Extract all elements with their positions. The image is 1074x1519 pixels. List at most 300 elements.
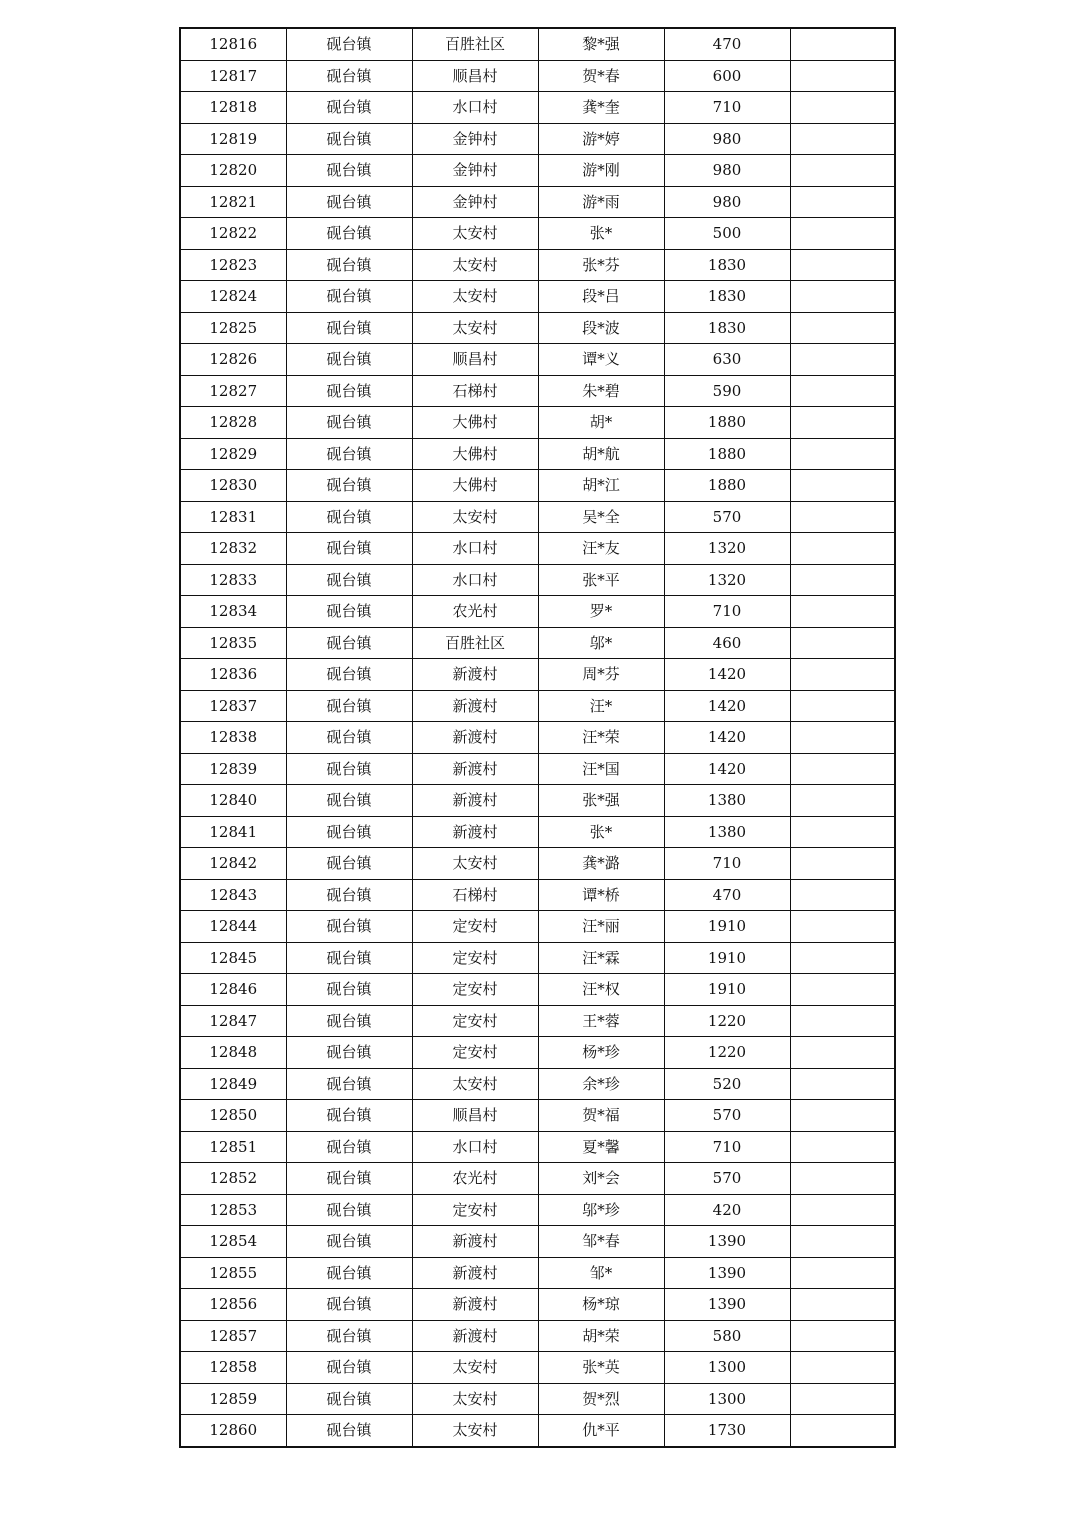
serial-number-cell: 12822 bbox=[180, 218, 286, 250]
serial-number-cell: 12823 bbox=[180, 249, 286, 281]
amount-cell: 1220 bbox=[664, 1037, 790, 1069]
serial-number-cell: 12824 bbox=[180, 281, 286, 313]
remark-cell bbox=[790, 816, 895, 848]
remark-cell bbox=[790, 218, 895, 250]
town-cell: 砚台镇 bbox=[286, 1383, 412, 1415]
person-name-cell: 罗* bbox=[538, 596, 664, 628]
amount-cell: 1390 bbox=[664, 1257, 790, 1289]
town-cell: 砚台镇 bbox=[286, 155, 412, 187]
table-row bbox=[180, 974, 895, 1006]
table-row bbox=[180, 911, 895, 943]
town-cell: 砚台镇 bbox=[286, 438, 412, 470]
village-cell: 新渡村 bbox=[412, 1289, 538, 1321]
village-cell: 大佛村 bbox=[412, 470, 538, 502]
remark-cell bbox=[790, 596, 895, 628]
amount-cell: 460 bbox=[664, 627, 790, 659]
person-name-cell: 汪*国 bbox=[538, 753, 664, 785]
remark-cell bbox=[790, 690, 895, 722]
amount-cell: 1910 bbox=[664, 942, 790, 974]
table-row bbox=[180, 785, 895, 817]
roster-table bbox=[179, 27, 896, 1448]
serial-number-cell: 12849 bbox=[180, 1068, 286, 1100]
remark-cell bbox=[790, 627, 895, 659]
village-cell: 太安村 bbox=[412, 501, 538, 533]
person-name-cell: 张* bbox=[538, 218, 664, 250]
serial-number-cell: 12857 bbox=[180, 1320, 286, 1352]
serial-number-cell: 12837 bbox=[180, 690, 286, 722]
village-cell: 太安村 bbox=[412, 1383, 538, 1415]
remark-cell bbox=[790, 1163, 895, 1195]
village-cell: 水口村 bbox=[412, 92, 538, 124]
person-name-cell: 邬*珍 bbox=[538, 1194, 664, 1226]
amount-cell: 630 bbox=[664, 344, 790, 376]
town-cell: 砚台镇 bbox=[286, 659, 412, 691]
table-row bbox=[180, 942, 895, 974]
serial-number-cell: 12833 bbox=[180, 564, 286, 596]
serial-number-cell: 12856 bbox=[180, 1289, 286, 1321]
village-cell: 太安村 bbox=[412, 848, 538, 880]
table-row bbox=[180, 1100, 895, 1132]
amount-cell: 1220 bbox=[664, 1005, 790, 1037]
person-name-cell: 邬* bbox=[538, 627, 664, 659]
table-row bbox=[180, 816, 895, 848]
amount-cell: 1320 bbox=[664, 564, 790, 596]
serial-number-cell: 12839 bbox=[180, 753, 286, 785]
remark-cell bbox=[790, 1131, 895, 1163]
remark-cell bbox=[790, 659, 895, 691]
serial-number-cell: 12830 bbox=[180, 470, 286, 502]
village-cell: 新渡村 bbox=[412, 816, 538, 848]
remark-cell bbox=[790, 470, 895, 502]
town-cell: 砚台镇 bbox=[286, 848, 412, 880]
table-row bbox=[180, 60, 895, 92]
person-name-cell: 贺*福 bbox=[538, 1100, 664, 1132]
table-row bbox=[180, 659, 895, 691]
village-cell: 定安村 bbox=[412, 1005, 538, 1037]
serial-number-cell: 12838 bbox=[180, 722, 286, 754]
village-cell: 水口村 bbox=[412, 533, 538, 565]
village-cell: 太安村 bbox=[412, 218, 538, 250]
person-name-cell: 张*芬 bbox=[538, 249, 664, 281]
remark-cell bbox=[790, 564, 895, 596]
person-name-cell: 龚*潞 bbox=[538, 848, 664, 880]
person-name-cell: 吴*全 bbox=[538, 501, 664, 533]
table-row bbox=[180, 1068, 895, 1100]
person-name-cell: 朱*碧 bbox=[538, 375, 664, 407]
table-row bbox=[180, 1194, 895, 1226]
amount-cell: 710 bbox=[664, 848, 790, 880]
village-cell: 太安村 bbox=[412, 1068, 538, 1100]
remark-cell bbox=[790, 186, 895, 218]
amount-cell: 1320 bbox=[664, 533, 790, 565]
table-row bbox=[180, 1383, 895, 1415]
table-row bbox=[180, 848, 895, 880]
village-cell: 顺昌村 bbox=[412, 1100, 538, 1132]
remark-cell bbox=[790, 1320, 895, 1352]
amount-cell: 500 bbox=[664, 218, 790, 250]
amount-cell: 1910 bbox=[664, 974, 790, 1006]
table-row bbox=[180, 249, 895, 281]
town-cell: 砚台镇 bbox=[286, 1320, 412, 1352]
serial-number-cell: 12854 bbox=[180, 1226, 286, 1258]
person-name-cell: 汪*霖 bbox=[538, 942, 664, 974]
town-cell: 砚台镇 bbox=[286, 186, 412, 218]
amount-cell: 1880 bbox=[664, 407, 790, 439]
person-name-cell: 段*波 bbox=[538, 312, 664, 344]
amount-cell: 570 bbox=[664, 1163, 790, 1195]
amount-cell: 1300 bbox=[664, 1352, 790, 1384]
serial-number-cell: 12820 bbox=[180, 155, 286, 187]
village-cell: 新渡村 bbox=[412, 690, 538, 722]
remark-cell bbox=[790, 753, 895, 785]
table-row bbox=[180, 344, 895, 376]
table-row bbox=[180, 1163, 895, 1195]
person-name-cell: 王*蓉 bbox=[538, 1005, 664, 1037]
amount-cell: 1880 bbox=[664, 470, 790, 502]
town-cell: 砚台镇 bbox=[286, 1037, 412, 1069]
village-cell: 太安村 bbox=[412, 1415, 538, 1447]
town-cell: 砚台镇 bbox=[286, 564, 412, 596]
village-cell: 新渡村 bbox=[412, 1226, 538, 1258]
remark-cell bbox=[790, 785, 895, 817]
person-name-cell: 游*雨 bbox=[538, 186, 664, 218]
serial-number-cell: 12825 bbox=[180, 312, 286, 344]
person-name-cell: 邹* bbox=[538, 1257, 664, 1289]
table-row bbox=[180, 879, 895, 911]
table-row bbox=[180, 123, 895, 155]
remark-cell bbox=[790, 722, 895, 754]
remark-cell bbox=[790, 848, 895, 880]
village-cell: 太安村 bbox=[412, 1352, 538, 1384]
village-cell: 定安村 bbox=[412, 1194, 538, 1226]
remark-cell bbox=[790, 407, 895, 439]
amount-cell: 980 bbox=[664, 123, 790, 155]
amount-cell: 980 bbox=[664, 186, 790, 218]
town-cell: 砚台镇 bbox=[286, 375, 412, 407]
village-cell: 金钟村 bbox=[412, 123, 538, 155]
person-name-cell: 杨*珍 bbox=[538, 1037, 664, 1069]
table-row bbox=[180, 596, 895, 628]
table-row bbox=[180, 501, 895, 533]
serial-number-cell: 12853 bbox=[180, 1194, 286, 1226]
remark-cell bbox=[790, 1037, 895, 1069]
table-row bbox=[180, 1131, 895, 1163]
town-cell: 砚台镇 bbox=[286, 974, 412, 1006]
remark-cell bbox=[790, 344, 895, 376]
serial-number-cell: 12817 bbox=[180, 60, 286, 92]
person-name-cell: 张*平 bbox=[538, 564, 664, 596]
remark-cell bbox=[790, 28, 895, 60]
village-cell: 大佛村 bbox=[412, 407, 538, 439]
town-cell: 砚台镇 bbox=[286, 470, 412, 502]
remark-cell bbox=[790, 1194, 895, 1226]
amount-cell: 1380 bbox=[664, 785, 790, 817]
village-cell: 新渡村 bbox=[412, 659, 538, 691]
town-cell: 砚台镇 bbox=[286, 281, 412, 313]
table-row bbox=[180, 92, 895, 124]
village-cell: 太安村 bbox=[412, 281, 538, 313]
table-row bbox=[180, 753, 895, 785]
person-name-cell: 汪*荣 bbox=[538, 722, 664, 754]
town-cell: 砚台镇 bbox=[286, 879, 412, 911]
village-cell: 水口村 bbox=[412, 564, 538, 596]
table-row bbox=[180, 438, 895, 470]
remark-cell bbox=[790, 942, 895, 974]
amount-cell: 1420 bbox=[664, 722, 790, 754]
remark-cell bbox=[790, 1289, 895, 1321]
person-name-cell: 段*吕 bbox=[538, 281, 664, 313]
person-name-cell: 贺*烈 bbox=[538, 1383, 664, 1415]
person-name-cell: 周*芬 bbox=[538, 659, 664, 691]
table-row bbox=[180, 533, 895, 565]
town-cell: 砚台镇 bbox=[286, 1194, 412, 1226]
remark-cell bbox=[790, 60, 895, 92]
amount-cell: 470 bbox=[664, 879, 790, 911]
town-cell: 砚台镇 bbox=[286, 1226, 412, 1258]
town-cell: 砚台镇 bbox=[286, 942, 412, 974]
town-cell: 砚台镇 bbox=[286, 1068, 412, 1100]
village-cell: 农光村 bbox=[412, 596, 538, 628]
town-cell: 砚台镇 bbox=[286, 407, 412, 439]
town-cell: 砚台镇 bbox=[286, 92, 412, 124]
town-cell: 砚台镇 bbox=[286, 1005, 412, 1037]
town-cell: 砚台镇 bbox=[286, 28, 412, 60]
town-cell: 砚台镇 bbox=[286, 249, 412, 281]
person-name-cell: 杨*琼 bbox=[538, 1289, 664, 1321]
village-cell: 太安村 bbox=[412, 249, 538, 281]
village-cell: 百胜社区 bbox=[412, 627, 538, 659]
village-cell: 农光村 bbox=[412, 1163, 538, 1195]
amount-cell: 600 bbox=[664, 60, 790, 92]
town-cell: 砚台镇 bbox=[286, 816, 412, 848]
person-name-cell: 邹*春 bbox=[538, 1226, 664, 1258]
amount-cell: 580 bbox=[664, 1320, 790, 1352]
amount-cell: 570 bbox=[664, 1100, 790, 1132]
serial-number-cell: 12832 bbox=[180, 533, 286, 565]
serial-number-cell: 12859 bbox=[180, 1383, 286, 1415]
remark-cell bbox=[790, 1257, 895, 1289]
village-cell: 顺昌村 bbox=[412, 344, 538, 376]
serial-number-cell: 12821 bbox=[180, 186, 286, 218]
village-cell: 百胜社区 bbox=[412, 28, 538, 60]
serial-number-cell: 12827 bbox=[180, 375, 286, 407]
serial-number-cell: 12841 bbox=[180, 816, 286, 848]
serial-number-cell: 12829 bbox=[180, 438, 286, 470]
village-cell: 石梯村 bbox=[412, 879, 538, 911]
amount-cell: 1380 bbox=[664, 816, 790, 848]
person-name-cell: 汪*权 bbox=[538, 974, 664, 1006]
amount-cell: 1420 bbox=[664, 659, 790, 691]
serial-number-cell: 12844 bbox=[180, 911, 286, 943]
serial-number-cell: 12845 bbox=[180, 942, 286, 974]
town-cell: 砚台镇 bbox=[286, 1100, 412, 1132]
remark-cell bbox=[790, 879, 895, 911]
remark-cell bbox=[790, 155, 895, 187]
village-cell: 定安村 bbox=[412, 942, 538, 974]
town-cell: 砚台镇 bbox=[286, 1415, 412, 1447]
table-row bbox=[180, 722, 895, 754]
amount-cell: 1730 bbox=[664, 1415, 790, 1447]
person-name-cell: 龚*奎 bbox=[538, 92, 664, 124]
person-name-cell: 贺*春 bbox=[538, 60, 664, 92]
amount-cell: 1830 bbox=[664, 281, 790, 313]
town-cell: 砚台镇 bbox=[286, 596, 412, 628]
amount-cell: 710 bbox=[664, 596, 790, 628]
table-row bbox=[180, 155, 895, 187]
amount-cell: 1390 bbox=[664, 1289, 790, 1321]
serial-number-cell: 12816 bbox=[180, 28, 286, 60]
town-cell: 砚台镇 bbox=[286, 501, 412, 533]
person-name-cell: 黎*强 bbox=[538, 28, 664, 60]
village-cell: 石梯村 bbox=[412, 375, 538, 407]
remark-cell bbox=[790, 1226, 895, 1258]
table-row bbox=[180, 1415, 895, 1447]
amount-cell: 710 bbox=[664, 92, 790, 124]
remark-cell bbox=[790, 974, 895, 1006]
serial-number-cell: 12843 bbox=[180, 879, 286, 911]
table-row bbox=[180, 28, 895, 60]
person-name-cell: 张*强 bbox=[538, 785, 664, 817]
serial-number-cell: 12836 bbox=[180, 659, 286, 691]
village-cell: 太安村 bbox=[412, 312, 538, 344]
village-cell: 新渡村 bbox=[412, 785, 538, 817]
roster-table-body bbox=[180, 28, 895, 1447]
remark-cell bbox=[790, 533, 895, 565]
serial-number-cell: 12834 bbox=[180, 596, 286, 628]
amount-cell: 570 bbox=[664, 501, 790, 533]
table-row bbox=[180, 1320, 895, 1352]
amount-cell: 1420 bbox=[664, 690, 790, 722]
serial-number-cell: 12852 bbox=[180, 1163, 286, 1195]
serial-number-cell: 12826 bbox=[180, 344, 286, 376]
serial-number-cell: 12828 bbox=[180, 407, 286, 439]
remark-cell bbox=[790, 1005, 895, 1037]
town-cell: 砚台镇 bbox=[286, 123, 412, 155]
table-row bbox=[180, 186, 895, 218]
amount-cell: 590 bbox=[664, 375, 790, 407]
person-name-cell: 汪* bbox=[538, 690, 664, 722]
serial-number-cell: 12842 bbox=[180, 848, 286, 880]
remark-cell bbox=[790, 1068, 895, 1100]
serial-number-cell: 12819 bbox=[180, 123, 286, 155]
person-name-cell: 张* bbox=[538, 816, 664, 848]
serial-number-cell: 12840 bbox=[180, 785, 286, 817]
serial-number-cell: 12835 bbox=[180, 627, 286, 659]
remark-cell bbox=[790, 1383, 895, 1415]
table-row bbox=[180, 1226, 895, 1258]
town-cell: 砚台镇 bbox=[286, 1131, 412, 1163]
town-cell: 砚台镇 bbox=[286, 1163, 412, 1195]
person-name-cell: 刘*会 bbox=[538, 1163, 664, 1195]
table-row bbox=[180, 564, 895, 596]
town-cell: 砚台镇 bbox=[286, 753, 412, 785]
table-row bbox=[180, 470, 895, 502]
table-row bbox=[180, 1037, 895, 1069]
remark-cell bbox=[790, 911, 895, 943]
person-name-cell: 胡*江 bbox=[538, 470, 664, 502]
town-cell: 砚台镇 bbox=[286, 60, 412, 92]
amount-cell: 1390 bbox=[664, 1226, 790, 1258]
person-name-cell: 夏*馨 bbox=[538, 1131, 664, 1163]
person-name-cell: 游*婷 bbox=[538, 123, 664, 155]
amount-cell: 1300 bbox=[664, 1383, 790, 1415]
remark-cell bbox=[790, 1352, 895, 1384]
table-row bbox=[180, 281, 895, 313]
town-cell: 砚台镇 bbox=[286, 722, 412, 754]
village-cell: 金钟村 bbox=[412, 155, 538, 187]
table-row bbox=[180, 407, 895, 439]
village-cell: 水口村 bbox=[412, 1131, 538, 1163]
village-cell: 定安村 bbox=[412, 911, 538, 943]
town-cell: 砚台镇 bbox=[286, 533, 412, 565]
table-row bbox=[180, 218, 895, 250]
amount-cell: 710 bbox=[664, 1131, 790, 1163]
serial-number-cell: 12831 bbox=[180, 501, 286, 533]
serial-number-cell: 12847 bbox=[180, 1005, 286, 1037]
amount-cell: 980 bbox=[664, 155, 790, 187]
village-cell: 新渡村 bbox=[412, 1257, 538, 1289]
person-name-cell: 谭*义 bbox=[538, 344, 664, 376]
person-name-cell: 胡*荣 bbox=[538, 1320, 664, 1352]
town-cell: 砚台镇 bbox=[286, 1289, 412, 1321]
remark-cell bbox=[790, 281, 895, 313]
person-name-cell: 胡*航 bbox=[538, 438, 664, 470]
table-row bbox=[180, 1352, 895, 1384]
serial-number-cell: 12848 bbox=[180, 1037, 286, 1069]
amount-cell: 1830 bbox=[664, 249, 790, 281]
table-row bbox=[180, 690, 895, 722]
serial-number-cell: 12855 bbox=[180, 1257, 286, 1289]
town-cell: 砚台镇 bbox=[286, 911, 412, 943]
amount-cell: 1880 bbox=[664, 438, 790, 470]
table-row bbox=[180, 312, 895, 344]
amount-cell: 1420 bbox=[664, 753, 790, 785]
amount-cell: 420 bbox=[664, 1194, 790, 1226]
village-cell: 大佛村 bbox=[412, 438, 538, 470]
person-name-cell: 余*珍 bbox=[538, 1068, 664, 1100]
remark-cell bbox=[790, 1415, 895, 1447]
town-cell: 砚台镇 bbox=[286, 344, 412, 376]
table-row bbox=[180, 375, 895, 407]
serial-number-cell: 12860 bbox=[180, 1415, 286, 1447]
serial-number-cell: 12846 bbox=[180, 974, 286, 1006]
village-cell: 定安村 bbox=[412, 1037, 538, 1069]
town-cell: 砚台镇 bbox=[286, 312, 412, 344]
amount-cell: 1910 bbox=[664, 911, 790, 943]
town-cell: 砚台镇 bbox=[286, 627, 412, 659]
table-row bbox=[180, 1005, 895, 1037]
remark-cell bbox=[790, 375, 895, 407]
town-cell: 砚台镇 bbox=[286, 1257, 412, 1289]
table-row bbox=[180, 627, 895, 659]
village-cell: 新渡村 bbox=[412, 722, 538, 754]
person-name-cell: 仇*平 bbox=[538, 1415, 664, 1447]
town-cell: 砚台镇 bbox=[286, 690, 412, 722]
remark-cell bbox=[790, 438, 895, 470]
remark-cell bbox=[790, 312, 895, 344]
remark-cell bbox=[790, 501, 895, 533]
person-name-cell: 游*刚 bbox=[538, 155, 664, 187]
table-row bbox=[180, 1257, 895, 1289]
serial-number-cell: 12818 bbox=[180, 92, 286, 124]
table-row bbox=[180, 1289, 895, 1321]
village-cell: 新渡村 bbox=[412, 1320, 538, 1352]
village-cell: 新渡村 bbox=[412, 753, 538, 785]
remark-cell bbox=[790, 92, 895, 124]
town-cell: 砚台镇 bbox=[286, 1352, 412, 1384]
village-cell: 金钟村 bbox=[412, 186, 538, 218]
town-cell: 砚台镇 bbox=[286, 218, 412, 250]
